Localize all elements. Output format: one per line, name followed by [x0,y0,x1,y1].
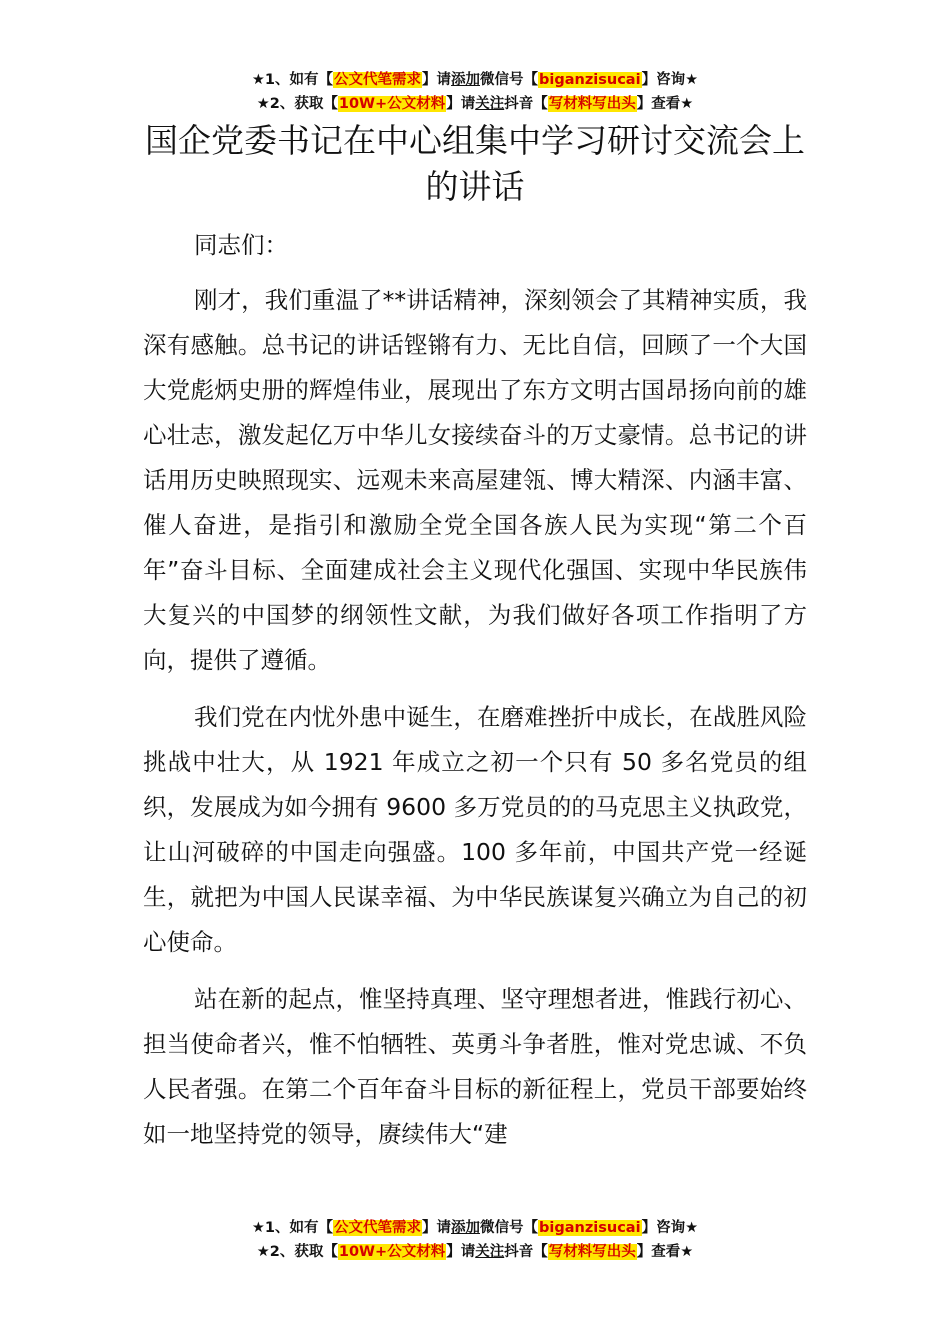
banner-douyin-id: 写材料写出头 [548,1244,636,1260]
banner-line-2: ★2、获取【10W+公文材料】请关注抖音【写材料写出头】查看★ [256,1244,694,1260]
banner-line-1: ★1、如有【公文代笔需求】请添加微信号【biganzisucai】咨询★ [251,72,699,88]
paragraph: 站在新的起点，惟坚持真理、坚守理想者进，惟践行初心、担当使命者兴，惟不怕牺牲、英勇斗争者胜，惟对党忠诚、不负人民者强。在第二个百年奋斗目标的新征程上，党员干部要始终如一地坚持党的领导，赓续伟大“建 [143,985,807,1148]
banner-highlight: 公文代笔需求 [334,1220,422,1236]
header-banner [0,68,950,116]
banner-line-1: ★1、如有【公文代笔需求】请添加微信号【biganzisucai】咨询★ [251,1220,699,1236]
paragraph: 我们党在内忧外患中诞生，在磨难挫折中成长，在战胜风险挑战中壮大，从 1921 年成立之初一个只有 50 多名党员的组织，发展成为如今拥有 9600 多万党员的的马克思主义执政党，让山河破碎的中国走向强盛。100 多年前，中国共产党一经诞生，就把为中国人民谋幸福、为中华民族谋复兴确立为自己的初心使命。 [143,703,807,956]
paragraph: 刚才，我们重温了**讲话精神，深刻领会了其精神实质，我深有感触。总书记的讲话铿锵有力、无比自信，回顾了一个大国大党彪炳史册的辉煌伟业，展现出了东方文明古国昂扬向前的雄心壮志，激发起亿万中华儿女接续奋斗的万丈豪情。总书记的讲话用历史映照现实、远观未来高屋建瓴、博大精深、内涵丰富、催人奋进，是指引和激励全党全国各族人民为实现“第二个百年”奋斗目标、全面建成社会主义现代化强国、实现中华民族伟大复兴的中国梦的纲领性文献，为我们做好各项工作指明了方向，提供了遵循。 [143,286,807,674]
banner-highlight: 公文代笔需求 [334,72,422,88]
banner-highlight: 10W+公文材料 [338,96,446,112]
salutation: 同志们： [194,231,288,259]
banner-wechat-id: biganzisucai [539,1220,641,1236]
banner-line-2: ★2、获取【10W+公文材料】请关注抖音【写材料写出头】查看★ [256,96,694,112]
page-title: 国企党委书记在中心组集中学习研讨交流会上的讲话 [145,121,805,206]
document-body [143,223,807,1169]
banner-wechat-id: biganzisucai [539,72,641,88]
banner-douyin-id: 写材料写出头 [548,96,636,112]
footer-banner [0,1216,950,1264]
banner-highlight: 10W+公文材料 [338,1244,446,1260]
